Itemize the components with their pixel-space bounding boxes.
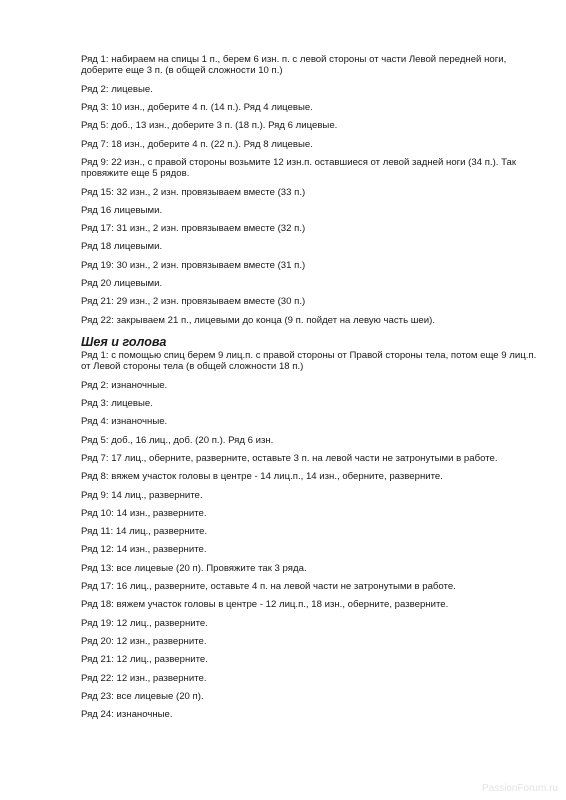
instruction-row: Ряд 11: 14 лиц., разверните. — [81, 526, 208, 538]
instruction-row: Ряд 3: 10 изн., доберите 4 п. (14 п.). Ряд 4 лицевые. — [81, 102, 313, 113]
instruction-row: Ряд 4: изнаночные. — [81, 416, 168, 428]
instruction-row: Ряд 5: доб., 13 изн., доберите 3 п. (18 п.). Ряд 6 лицевые. — [81, 120, 338, 132]
instruction-row: Ряд 13: все лицевые (20 п). Провяжите так 3 ряда. — [81, 562, 307, 574]
watermark: PassionForum.ru — [481, 783, 558, 794]
instruction-row: Ряд 18 лицевыми. — [81, 241, 163, 253]
instruction-row: Ряд 1: с помощью спиц берем 9 лиц.п. с правой стороны от Правой стороны тела, потом еще 9 лиц.п. от Левой стороны тела (в общей сложности 18 п.) — [81, 350, 537, 373]
instruction-row: Ряд 21: 12 лиц., разверните. — [81, 654, 208, 666]
instruction-row: Ряд 9: 14 лиц., разверните. — [81, 489, 203, 501]
instruction-row: Ряд 12: 14 изн., разверните. — [81, 544, 207, 556]
instruction-row: Ряд 24: изнаночные. — [81, 709, 173, 721]
instruction-row: Ряд 2: изнаночные. — [81, 379, 168, 391]
section-heading: Шея и голова — [81, 335, 167, 350]
instruction-row: Ряд 7: 17 лиц., оберните, разверните, оставьте 3 п. на левой части не затронутыми в работе. — [81, 452, 498, 464]
document-body — [81, 54, 541, 727]
instruction-row: Ряд 5: доб., 16 лиц., доб. (20 п.). Ряд 6 изн. — [81, 434, 274, 446]
instruction-row: Ряд 9: 22 изн., с правой стороны возьмите 12 изн.п. оставшиеся от левой задней ноги (34 п.). Так провяжите еще 5 рядов. — [81, 156, 517, 180]
instruction-row: Ряд 3: лицевые. — [81, 398, 153, 410]
instruction-row: Ряд 18: вяжем участок головы в центре - 12 лиц.п., 18 изн., оберните, разверните. — [81, 599, 449, 611]
instruction-row: Ряд 22: 12 изн., разверните. — [81, 672, 207, 684]
instruction-row: Ряд 17: 16 лиц., разверните, оставьте 4 п. на левой части не затронутыми в работе. — [81, 581, 456, 593]
instruction-row: Ряд 10: 14 изн., разверните. — [81, 507, 207, 519]
section-body-rows — [81, 54, 541, 326]
instruction-row: Ряд 20: 12 изн., разверните. — [81, 635, 207, 647]
instruction-row: Ряд 7: 18 изн., доберите 4 п. (22 п.). Ряд 8 лицевые. — [81, 138, 313, 150]
instruction-row: Ряд 19: 12 лиц., разверните. — [81, 617, 208, 629]
instruction-row: Ряд 19: 30 изн., 2 изн. провязываем вместе (31 п.) — [81, 259, 306, 271]
instruction-row: Ряд 15: 32 изн., 2 изн. провязываем вместе (33 п.) — [81, 186, 306, 198]
instruction-row: Ряд 2: лицевые. — [81, 83, 153, 95]
instruction-row: Ряд 21: 29 изн., 2 изн. провязываем вместе (30 п.) — [81, 296, 306, 308]
instruction-row: Ряд 1: набираем на спицы 1 п., берем 6 изн. п. с левой стороны от части Левой передней ноги, доберите еще 3 п. (в общей сложности 10 п.) — [81, 54, 507, 77]
instruction-row: Ряд 8: вяжем участок головы в центре - 14 лиц.п., 14 изн., оберните, разверните. — [81, 471, 443, 483]
section-neck-head-rows — [81, 350, 541, 720]
instruction-row: Ряд 20 лицевыми. — [81, 278, 163, 290]
instruction-row: Ряд 22: закрываем 21 п., лицевыми до конца (9 п. пойдет на левую часть шеи). — [81, 314, 435, 326]
instruction-row: Ряд 23: все лицевые (20 п). — [81, 690, 204, 702]
instruction-row: Ряд 17: 31 изн., 2 изн. провязываем вместе (32 п.) — [81, 223, 306, 235]
instruction-row: Ряд 16 лицевыми. — [81, 204, 163, 216]
